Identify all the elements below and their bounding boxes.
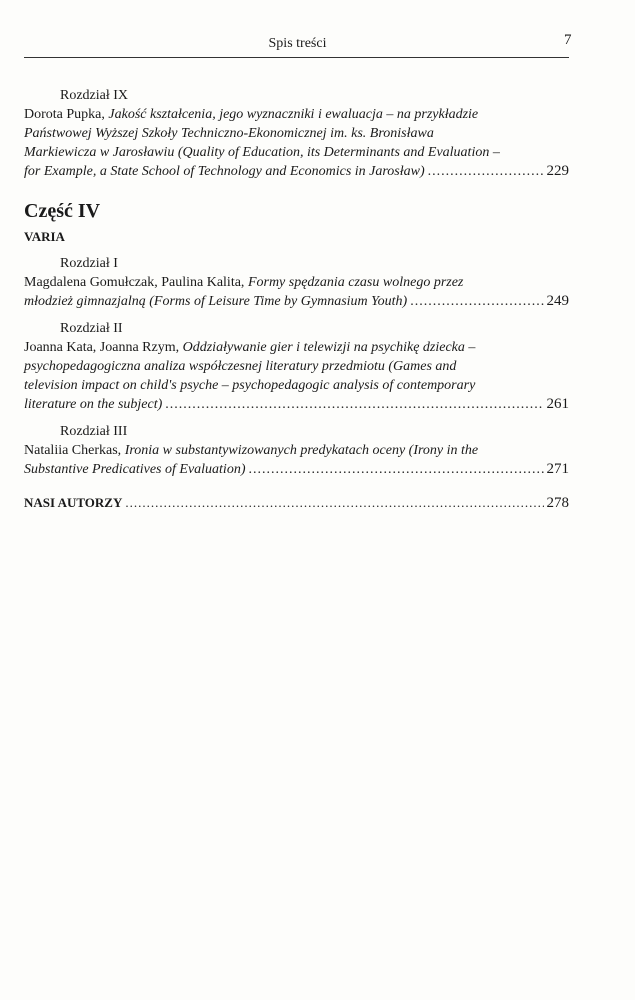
toc-entry[interactable]: [24, 338, 569, 414]
entry-title-line: for Example, a State School of Technology and Economics in Jarosław): [24, 164, 425, 179]
running-header: Spis treści: [268, 36, 327, 51]
leader-dots: [165, 395, 543, 414]
chapter-label: Rozdział I: [60, 256, 118, 271]
leader-dots: [410, 292, 543, 311]
part-title: Część IV: [24, 200, 101, 222]
entry-title-line: literature on the subject): [24, 397, 163, 412]
entry-title-line: młodzież gimnazjalną (Forms of Leisure Time by Gymnasium Youth): [24, 294, 408, 309]
entry-title-line: television impact on child's psyche – psychopedagogic analysis of contemporary: [24, 378, 476, 393]
entry-title-line: Ironia w substantywizowanych predykatach oceny (Irony in the: [124, 443, 479, 458]
entry-page-number: 278: [546, 495, 569, 511]
entry-author: Dorota Pupka,: [24, 107, 109, 122]
entry-page-number: 249: [546, 293, 569, 309]
chapter-label: Rozdział II: [60, 321, 123, 336]
entry-title-line: Formy spędzania czasu wolnego przez: [247, 275, 464, 290]
header-rule: [24, 57, 569, 58]
entry-title-line: Jakość kształcenia, jego wyznaczniki i ewaluacja – na przykładzie: [108, 107, 479, 122]
entry-author: Magdalena Gomułczak, Paulina Kalita,: [24, 275, 248, 290]
entry-page-number: 271: [546, 461, 569, 477]
toc-entry[interactable]: [24, 105, 569, 181]
toc-entry[interactable]: [24, 441, 569, 479]
toc-entry[interactable]: [24, 273, 569, 311]
entry-title-line: Substantive Predicatives of Evaluation): [24, 462, 246, 477]
entry-page-number: 261: [546, 396, 569, 412]
entry-author: Joanna Kata, Joanna Rzym,: [24, 340, 183, 355]
part-subtitle: VARIA: [24, 229, 65, 244]
toc-entry-authors[interactable]: [24, 493, 569, 513]
entry-page-number: 229: [546, 163, 569, 179]
chapter-label: Rozdział III: [60, 424, 128, 439]
entry-author: Nataliia Cherkas,: [24, 443, 125, 458]
chapter-label: Rozdział IX: [60, 88, 129, 103]
entry-title-line: Oddziaływanie gier i telewizji na psychikę dziecka –: [182, 340, 476, 355]
toc-content: [24, 86, 569, 513]
leader-dots: [125, 493, 543, 512]
entry-title-line: Państwowej Wyższej Szkoły Techniczno-Ekonomicznej im. ks. Bronisława: [24, 126, 434, 141]
authors-label: NASI AUTORZY: [24, 495, 123, 510]
page-number: 7: [564, 32, 572, 48]
entry-title-line: psychopedagogiczna analiza współczesnej literatury przedmiotu (Games and: [24, 359, 457, 374]
leader-dots: [248, 460, 543, 479]
leader-dots: [428, 162, 544, 181]
entry-title-line: Markiewicza w Jarosławiu (Quality of Education, its Determinants and Evaluation –: [24, 145, 500, 160]
